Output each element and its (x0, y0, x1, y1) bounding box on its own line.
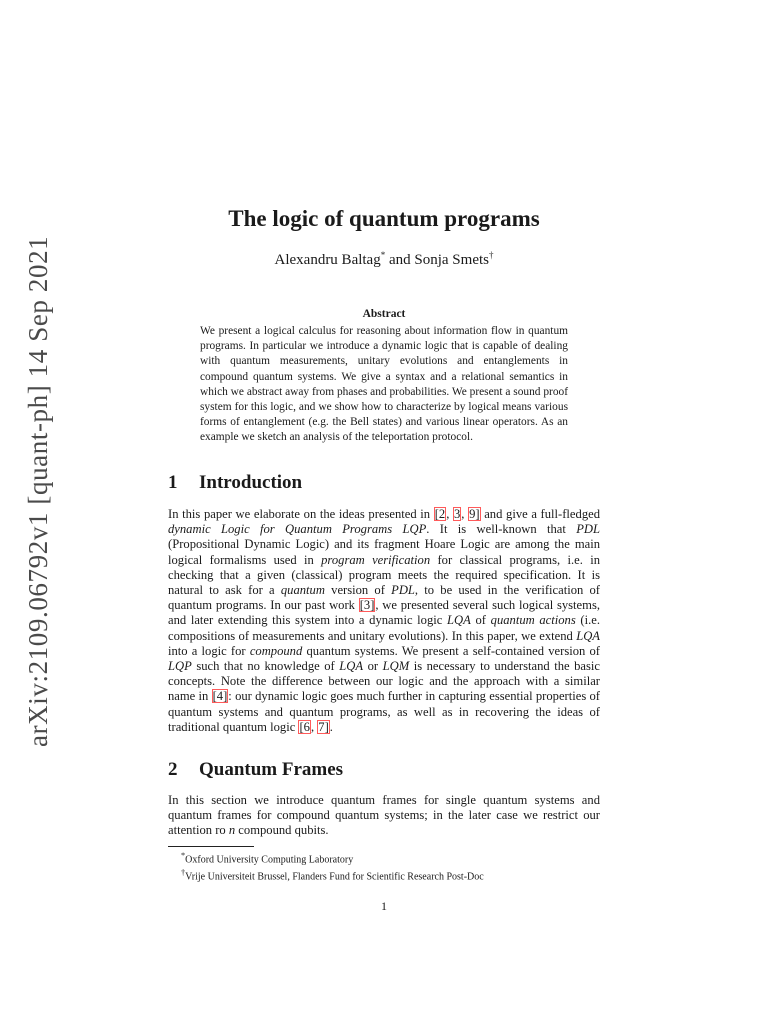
citation-link[interactable]: 7] (318, 719, 329, 734)
body-text: , (446, 507, 453, 521)
footnote (168, 849, 600, 866)
author-separator: and (388, 252, 411, 268)
emphasis-text: PDL (391, 583, 415, 598)
section-number: 2 (168, 759, 178, 780)
emphasis-text: dynamic Logic for Quantum Programs LQP (168, 522, 427, 537)
body-text: . (329, 719, 333, 734)
body-text: , to be used in the verification of quantum programs. In our past work (168, 583, 600, 613)
author-footnote-mark: * (380, 250, 386, 260)
emphasis-text: LQA (576, 628, 600, 643)
footnote-mark: * (181, 851, 186, 860)
emphasis-text: program verification (321, 552, 431, 567)
section-heading-quantum-frames (168, 759, 600, 781)
emphasis-text: LQM (382, 659, 410, 674)
body-text: , (310, 719, 318, 734)
citation-link[interactable]: [2 (434, 507, 446, 521)
page-number: 1 (381, 899, 387, 913)
emphasis-text: LQP (168, 659, 192, 674)
abstract-heading: Abstract (362, 308, 406, 320)
footnote-text: Oxford University Computing Laboratory (185, 854, 354, 866)
author-name: Sonja Smets (414, 252, 489, 268)
author-name: Alexandru Baltag (274, 252, 381, 268)
author-footnote-mark: † (488, 250, 494, 260)
emphasis-text: PDL (576, 522, 601, 537)
paper-title: The logic of quantum programs (228, 206, 540, 231)
citation-link[interactable]: 3 (454, 507, 461, 521)
body-text: of (470, 613, 491, 628)
section-title: Introduction (199, 472, 303, 493)
citation-link[interactable]: [4] (212, 689, 228, 704)
footnote-mark: † (181, 868, 186, 878)
body-text: (i.e. compositions of measurements and unitary evolutions). In this paper, we extend (168, 613, 601, 643)
body-text: quantum systems. We present a self-contained version of (302, 643, 600, 658)
emphasis-text: quantum (280, 583, 325, 598)
emphasis-text: quantum actions (490, 613, 576, 628)
abstract-text: We present a logical calculus for reasoning about information flow in quantum programs. In particular we introduce a dynamic logic that is capable of dealing with quantum measurements, unitary evolutions and entanglements in compound quantum systems. We give a syntax and a relational semantics in which we abstract away from phases and probabilities. We present a sound proof system for this logic, and we show how to characterize by logical means various forms of entanglement (e.g. the Bell states) and various linear operators. As an example we sketch an analysis of the teleportation protocol. (200, 325, 569, 444)
body-text: for classical programs, i.e. in checking that a given (classical) program meets the required specification. It is natural to ask for a (168, 552, 600, 598)
body-text: In this section we introduce quantum frames for single quantum systems and quantum frames for compound quantum systems; in the later case we restrict our attention ro (168, 793, 600, 838)
emphasis-text: LQA (447, 613, 471, 628)
citation-link[interactable]: 9] (469, 507, 480, 521)
footnote-text: Vrije Universiteit Brussel, Flanders Fund for Scientific Research Post-Doc (185, 871, 484, 883)
quantum-frames-paragraph (168, 793, 600, 839)
introduction-paragraph (168, 507, 600, 735)
body-text: such that no knowledge of (191, 659, 340, 674)
body-text: : our dynamic logic goes much further in capturing essential properties of quantum systems and quantum programs, as well as in recovering the ideas of traditional quantum logic (168, 689, 600, 734)
body-text: In this paper we elaborate on the ideas presented in (168, 507, 434, 521)
body-text: version of (324, 583, 392, 598)
body-text: , we presented several such logical systems, and later extending this system into a dynamic logic (168, 598, 600, 628)
emphasis-text: compound (249, 643, 303, 658)
citation-link[interactable]: [6 (299, 719, 310, 734)
citation-link[interactable]: [3] (359, 598, 375, 613)
arxiv-identifier-stamp (18, 235, 58, 747)
body-text: . It is well-known that (426, 522, 577, 537)
section-heading-introduction (168, 472, 600, 494)
section-number: 1 (168, 472, 178, 493)
body-text: and give a full-fledged (480, 507, 601, 521)
emphasis-text: LQA (339, 659, 364, 674)
body-text: , (461, 507, 469, 521)
body-text: into a logic for (168, 643, 250, 658)
footnotes (168, 849, 600, 884)
section-title: Quantum Frames (199, 759, 344, 780)
body-text: compound qubits. (235, 823, 329, 838)
emphasis-text: n (228, 823, 236, 838)
author-line (0, 250, 768, 269)
footnote-divider (168, 846, 254, 847)
arxiv-identifier-text: arXiv:2109.06792v1 [quant-ph] 14 Sep 2021 (23, 235, 53, 747)
footnote (168, 866, 600, 883)
body-text: is necessary to understand the basic concepts. Note the difference between our logic and the approach with a similar name in (168, 659, 600, 704)
body-text: (Propositional Dynamic Logic) and its fragment Hoare Logic are among the main logical formalisms used in (168, 537, 600, 567)
body-text: or (363, 659, 383, 674)
